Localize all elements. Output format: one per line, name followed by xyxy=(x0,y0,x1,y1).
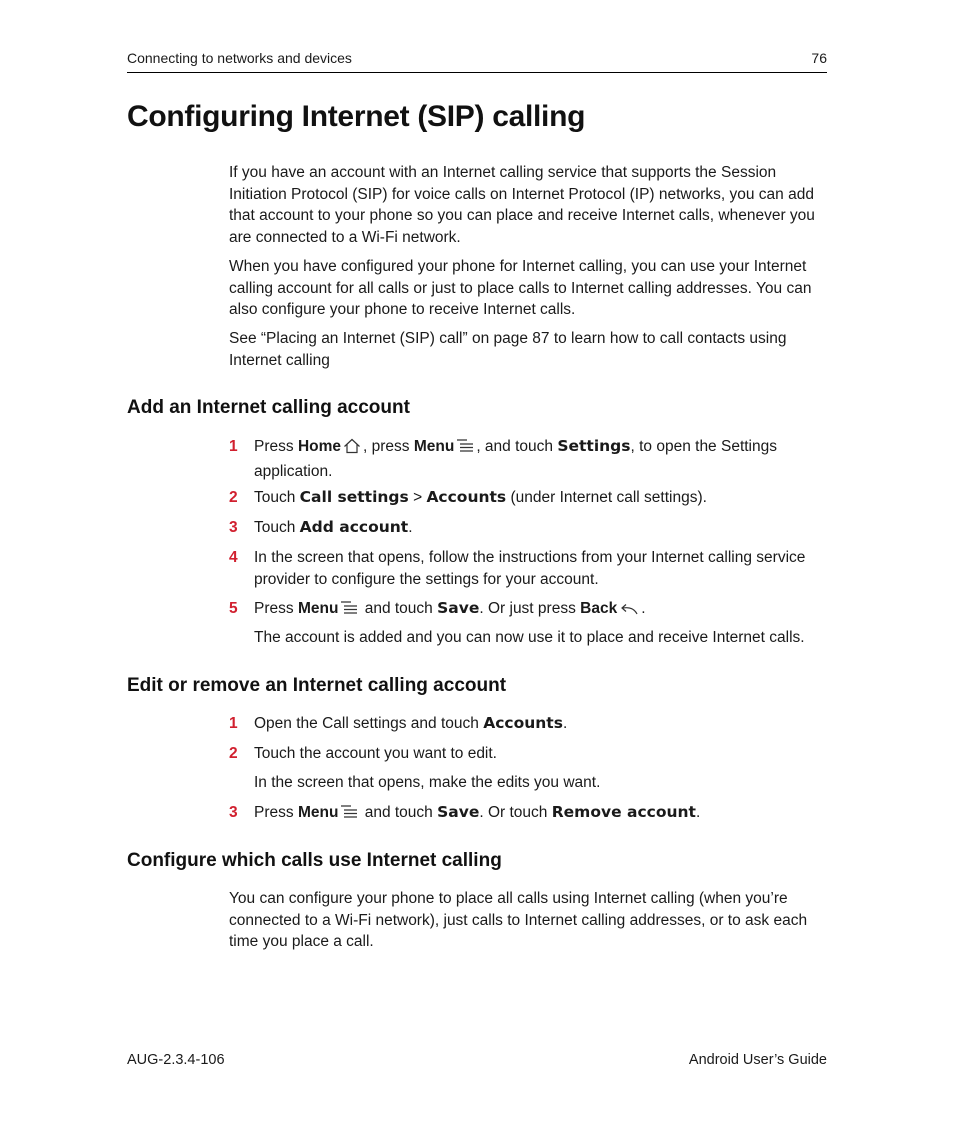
configure-paragraph: You can configure your phone to place all calls using Internet calling (when you’re connected to a Wi-Fi network), just calls to Internet calling addresses, or to ask each time you place a call. xyxy=(229,890,808,950)
back-icon xyxy=(619,601,639,623)
heading-add-account: Add an Internet calling account xyxy=(127,397,410,418)
save-label: Save xyxy=(437,599,480,617)
intro-paragraph-2: When you have configured your phone for Internet calling, you can use your Internet calling account for all calls or just to place calls to Internet calling addresses. You can also configure your phone to receive Internet calls. xyxy=(229,258,812,318)
accounts-label: Accounts xyxy=(483,714,563,732)
footer-guide-name: Android User’s Guide xyxy=(688,1052,827,1068)
heading-configure-calls: Configure which calls use Internet calling xyxy=(127,850,502,871)
back-label: Back xyxy=(580,600,618,617)
step-number: 1 xyxy=(229,715,238,732)
running-header xyxy=(127,48,827,73)
intro-paragraph-3: See “Placing an Internet (SIP) call” on page 87 to learn how to call contacts using Internet calling xyxy=(229,330,787,369)
home-icon xyxy=(343,438,361,461)
menu-label: Menu xyxy=(297,804,339,821)
step-number: 2 xyxy=(229,745,238,762)
menu-label: Menu xyxy=(297,600,339,617)
edit-note: In the screen that opens, make the edits you want. xyxy=(254,774,601,791)
call-settings-label: Call settings xyxy=(299,488,409,506)
header-page-number: 76 xyxy=(811,50,827,66)
step-text: In the screen that opens, follow the instructions from your Internet calling service provider to configure the settings for your account. xyxy=(254,549,806,588)
menu-icon xyxy=(456,438,474,461)
page-title: Configuring Internet (SIP) calling xyxy=(127,100,586,133)
menu-icon xyxy=(340,804,358,827)
step-text: Open the Call settings and touch Accounts. xyxy=(254,714,568,732)
step-text: Touch the account you want to edit. xyxy=(254,745,497,762)
step-text: Touch Add account. xyxy=(254,518,413,536)
step-text: Press Menu and touch Save. Or just press Back . xyxy=(254,598,829,623)
step-text: Touch Call settings > Accounts (under Internet call settings). xyxy=(254,488,707,506)
footer-doc-id: AUG-2.3.4-106 xyxy=(127,1052,225,1068)
settings-label: Settings xyxy=(557,437,631,455)
step-number: 3 xyxy=(229,804,238,821)
accounts-label: Accounts xyxy=(426,488,507,506)
step-number: 4 xyxy=(229,549,238,566)
remove-account-label: Remove account xyxy=(551,803,696,821)
heading-edit-account: Edit or remove an Internet calling account xyxy=(127,675,507,696)
step-number: 3 xyxy=(229,519,238,536)
step-text: Press Menu and touch Save. Or touch Remove account. xyxy=(254,802,829,827)
step-number: 1 xyxy=(229,438,238,455)
menu-icon xyxy=(340,600,358,623)
intro-paragraph-1: If you have an account with an Internet calling service that supports the Session Initiation Protocol (SIP) for voice calls on Internet Protocol (IP) networks, you can add that account to your phone so you can place and receive Internet calls, whenever you are connected to a Wi-Fi network. xyxy=(229,164,815,246)
save-label: Save xyxy=(437,803,480,821)
add-note: The account is added and you can now use it to place and receive Internet calls. xyxy=(254,629,805,646)
header-section-title: Connecting to networks and devices xyxy=(127,50,352,66)
step-text: Press Home , press Menu , and touch Settings, to open the Settings application. xyxy=(254,437,777,480)
step-number: 2 xyxy=(229,489,238,506)
add-account-label: Add account xyxy=(299,518,409,536)
home-label: Home xyxy=(297,438,342,455)
menu-label: Menu xyxy=(413,438,455,455)
step-number: 5 xyxy=(229,600,238,617)
